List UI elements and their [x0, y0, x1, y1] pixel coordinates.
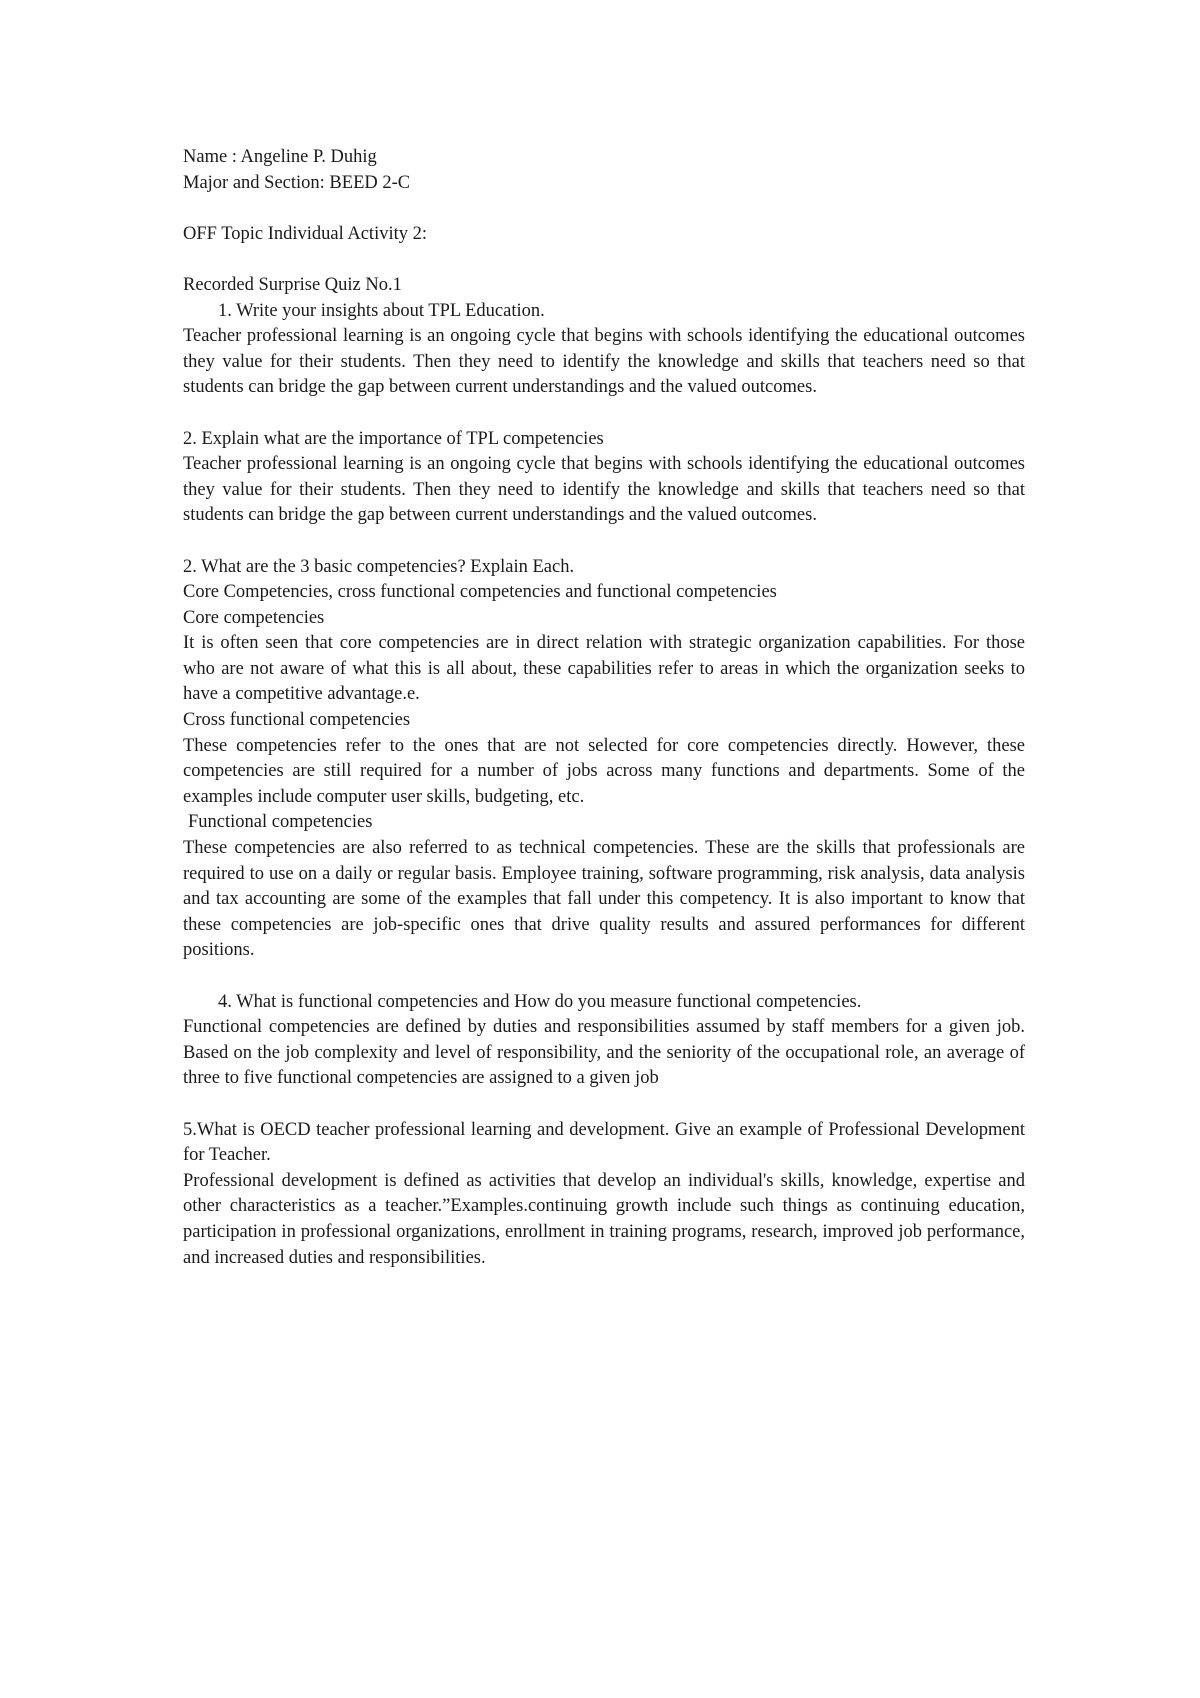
question-5: 5.What is OECD teacher professional learning and development. Give an example of Professional Development for Teacher. [183, 1119, 1025, 1166]
functional-text: These competencies are also referred to as technical competencies. These are the skills that professionals are required to use on a daily or regular basis. Employee training, software programming, risk analysis, data analysis and tax accounting are some of the examples that fall under this competency. It is also important to know that these competencies are job-specific ones that drive quality results and assured performances for different positions. [183, 838, 1025, 961]
answer-2: Teacher professional learning is an ongoing cycle that begins with schools identifying the educational outcomes they value for their students. Then they need to identify the knowledge and skills that teachers need so that students can bridge the gap between current understandings and the valued outcomes. [183, 454, 1025, 526]
functional-heading: Functional competencies [188, 812, 373, 833]
spacer [183, 529, 1025, 555]
answer-1: Teacher professional learning is an ongoing cycle that begins with schools identifying the educational outcomes they value for their students. Then they need to identify the knowledge and skills that teachers need so that students can bridge the gap between current understandings and the valued outcomes. [183, 326, 1025, 398]
spacer [183, 1092, 1025, 1118]
competencies-summary: Core Competencies, cross functional competencies and functional competencies [183, 582, 777, 603]
question-2: 2. Explain what are the importance of TPL competencies [183, 428, 604, 449]
spacer [183, 196, 1025, 222]
cross-heading: Cross functional competencies [183, 710, 411, 731]
quiz-title: Recorded Surprise Quiz No.1 [183, 274, 402, 295]
spacer [183, 401, 1025, 427]
answer-4: Functional competencies are defined by duties and responsibilities assumed by staff members for a given job. Based on the job complexity and level of responsibility, and the seniority of the occupational role, an average of three to five functional competencies are assigned to a given job [183, 1017, 1025, 1089]
spacer [183, 247, 1025, 273]
question-1: 1. Write your insights about TPL Education. [218, 300, 545, 321]
core-text: It is often seen that core competencies are in direct relation with strategic organization capabilities. For those who are not aware of what this is all about, these capabilities refer to areas in which the organization seeks to have a competitive advantage.e. [183, 633, 1025, 705]
cross-text: These competencies refer to the ones that are not selected for core competencies directly. However, these competencies are still required for a number of jobs across many functions and departments. Some of the examples include computer user skills, budgeting, etc. [183, 735, 1025, 807]
core-heading: Core competencies [183, 607, 325, 628]
spacer [183, 964, 1025, 990]
question-4: 4. What is functional competencies and How do you measure functional competencies. [218, 991, 862, 1012]
answer-5: Professional development is defined as activities that develop an individual's skills, knowledge, expertise and other characteristics as a teacher.”Examples.continuing growth include such things as continuing education, participation in professional organizations, enrollment in training programs, research, improved job performance, and increased duties and responsibilities. [183, 1170, 1025, 1268]
activity-title: OFF Topic Individual Activity 2: [183, 223, 428, 244]
question-3: 2. What are the 3 basic competencies? Explain Each. [183, 556, 575, 577]
student-name: Name : Angeline P. Duhig [183, 147, 377, 167]
major-section: Major and Section: BEED 2-C [183, 172, 411, 193]
document-body [183, 145, 1025, 1271]
